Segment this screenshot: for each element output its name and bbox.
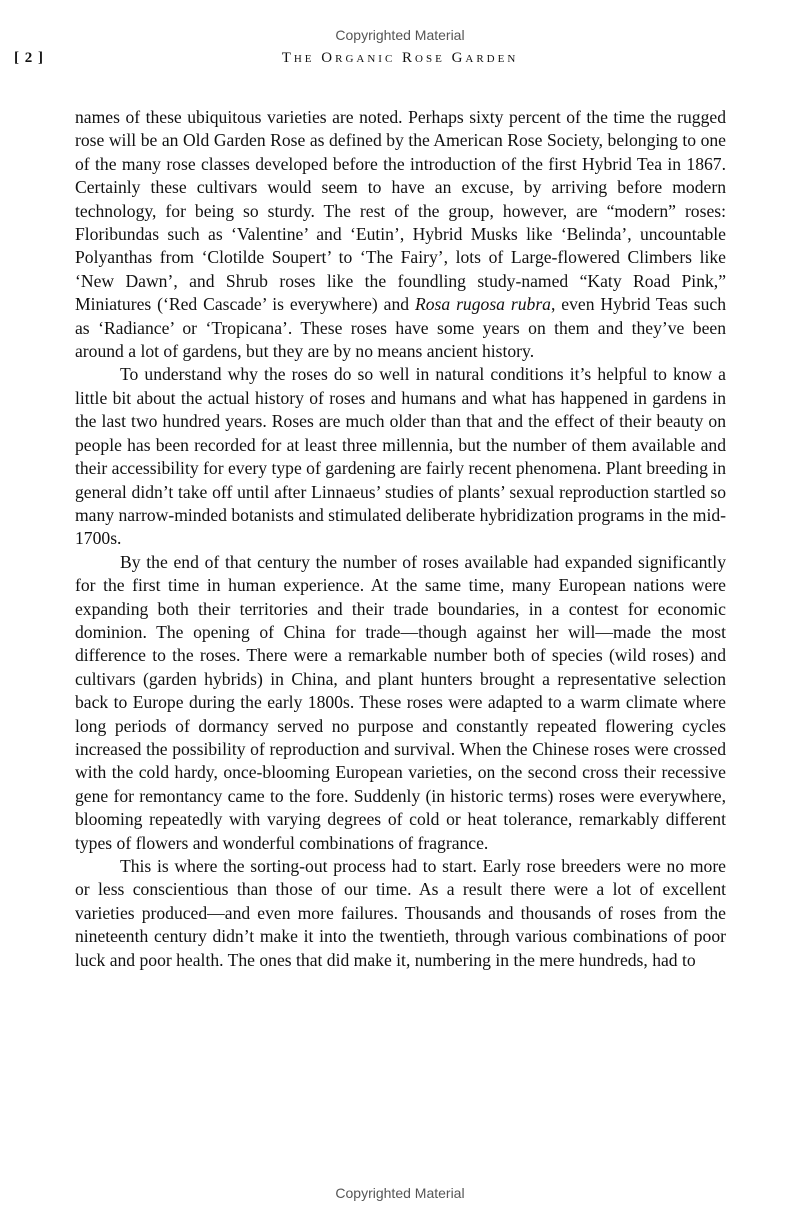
copyright-watermark-bottom: Copyrighted Material xyxy=(335,1185,465,1201)
running-head xyxy=(0,50,800,70)
italic-species-name: Rosa rugosa rubra xyxy=(414,294,551,315)
paragraph-text: names of these ubiquitous varieties are noted. Perhaps sixty percent of the time the rugged rose will be an Old Garden Rose as defined by the American Rose Society, belonging to one of the many rose classes developed before the introduction of the first Hybrid Tea in 1867. Certainly these cultivars would seem to have an excuse, by arriving before modern technology, for being so sturdy. The rest of the group, however, are “modern” roses: Floribundas such as ‘Valentine’ and ‘Eutin’, Hybrid Musks like ‘Belinda’, uncountable Polyanthas from ‘Clotilde Soupert’ to ‘The Fairy’, lots of Large-flowered Climbers like ‘New Dawn’, and Shrub roses like the foundling study-named “Katy Road Pink,” Miniatures (‘Red Cascade’ is everywhere) and xyxy=(75,107,726,315)
paragraph-text: To understand why the roses do so well in natural conditions it’s helpful to know a little bit about the actual history of roses and humans and what has happened in gardens in the last two hundred years. Roses are much older than that and the effect of their beauty on people has been recorded for at least three millennia, but the number of them available and their accessibility for every type of gardening are fairly recent phenomena. Plant breeding in general didn’t take off until after Linnaeus’ studies of plants’ sexual reproduction startled so many narrow-minded botanists and stimulated deliberate hybridization programs in the mid-1700s. xyxy=(75,364,726,549)
body-text xyxy=(75,106,726,972)
paragraph-text: This is where the sorting-out process had to start. Early rose breeders were no more or less conscientious than those of our time. As a result there were a lot of excellent varieties produced—and even more failures. Thousands and thousands of roses from the nineteenth century didn’t make it into the twentieth, through various combinations of poor luck and poor health. The ones that did make it, numbering in the mere hundreds, had to xyxy=(75,856,726,970)
paragraph-2 xyxy=(75,363,726,550)
paragraph-4 xyxy=(75,855,726,972)
paragraph-text: , even Hybrid Teas such as ‘Radiance’ or ‘Tropicana’. These roses have some years on them and they’ve been around a lot of gardens, but they are by no means ancient history. xyxy=(75,294,726,362)
paragraph-3 xyxy=(75,551,726,855)
paragraph-text: By the end of that century the number of roses available had expanded significantly for the first time in human experience. At the same time, many European nations were expanding both their territories and their trade boundaries, in a contest for economic dominion. The opening of China for trade—though against her will—made the most difference to the roses. There were a remarkable number both of species (wild roses) and cultivars (garden hybrids) in China, and plant hunters brought a representative selection back to Europe during the early 1800s. These roses were adapted to a warm climate where long periods of dormancy served no purpose and constantly repeated flowering cycles increased the possibility of reproduction and survival. When the Chinese roses were crossed with the cold hardy, once-blooming European varieties, on the second cross their recessive gene for remontancy came to the fore. Suddenly (in historic terms) roses were everywhere, blooming repeatedly with varying degrees of cold or heat tolerance, remarkably different types of flowers and wonderful combinations of fragrance. xyxy=(75,551,726,853)
book-title: The Organic Rose Garden xyxy=(281,50,519,66)
paragraph-1 xyxy=(75,106,726,363)
copyright-watermark-top: Copyrighted Material xyxy=(335,27,465,43)
page-number: [ 2 ] xyxy=(14,50,44,66)
